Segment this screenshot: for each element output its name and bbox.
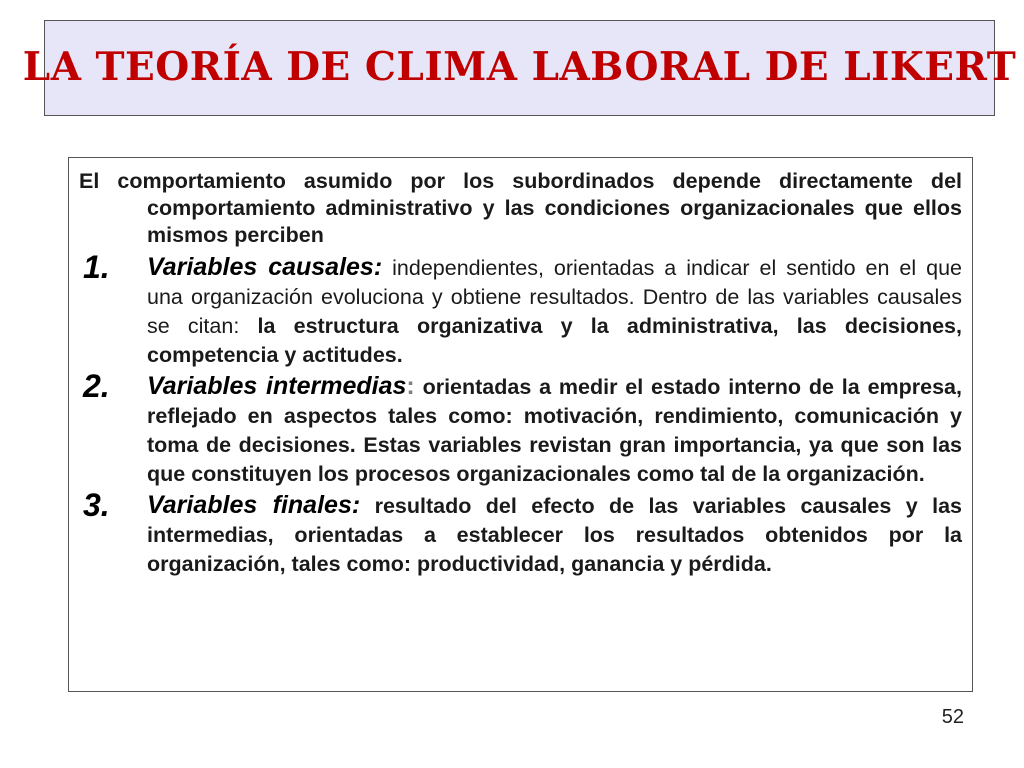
- item-description-bold: resultado del efecto de las variables causales y las intermedias, orientadas a establecer los resultados obtenidos por la organización, tales como: productividad, ganancia y pérdida.: [147, 494, 962, 576]
- list-item-intermedias: [79, 368, 962, 489]
- list-item-causales: [79, 249, 962, 370]
- item-description-bold: orientadas a medir el estado interno de la empresa, reflejado en aspectos tales como: motivación, rendimiento, comunicación y toma de decisiones. Estas variables revistan gran importancia, ya que son las que constituyen los procesos organizacionales como tal de la organización.: [147, 375, 962, 486]
- item-number: 2.: [83, 368, 110, 404]
- item-number: 3.: [83, 487, 110, 523]
- list-item-finales: [79, 487, 962, 579]
- content-box: [68, 157, 973, 692]
- item-term: Variables finales:: [147, 491, 361, 519]
- intro-paragraph: El comportamiento asumido por los subordinados depende directamente del comportamiento administrativo y las condiciones organizacionales que ellos mismos perciben: [79, 169, 962, 247]
- page-number: 52: [941, 706, 964, 728]
- item-number: 1.: [83, 249, 110, 285]
- title-box: [22, 20, 1017, 116]
- item-colon: :: [406, 372, 415, 400]
- slide-title: LA TEORÍA DE CLIMA LABORAL DE LIKERT: [22, 44, 1017, 90]
- item-term: Variables causales:: [147, 253, 383, 281]
- item-description: independientes, orientadas a indicar el sentido en el que una organización evoluciona y obtiene resultados. Dentro de las variables causales se citan:: [147, 256, 962, 338]
- item-description-bold: la estructura organizativa y la administrativa, las decisiones, competencia y actitudes.: [147, 314, 962, 367]
- item-term: Variables intermedias: [147, 372, 407, 400]
